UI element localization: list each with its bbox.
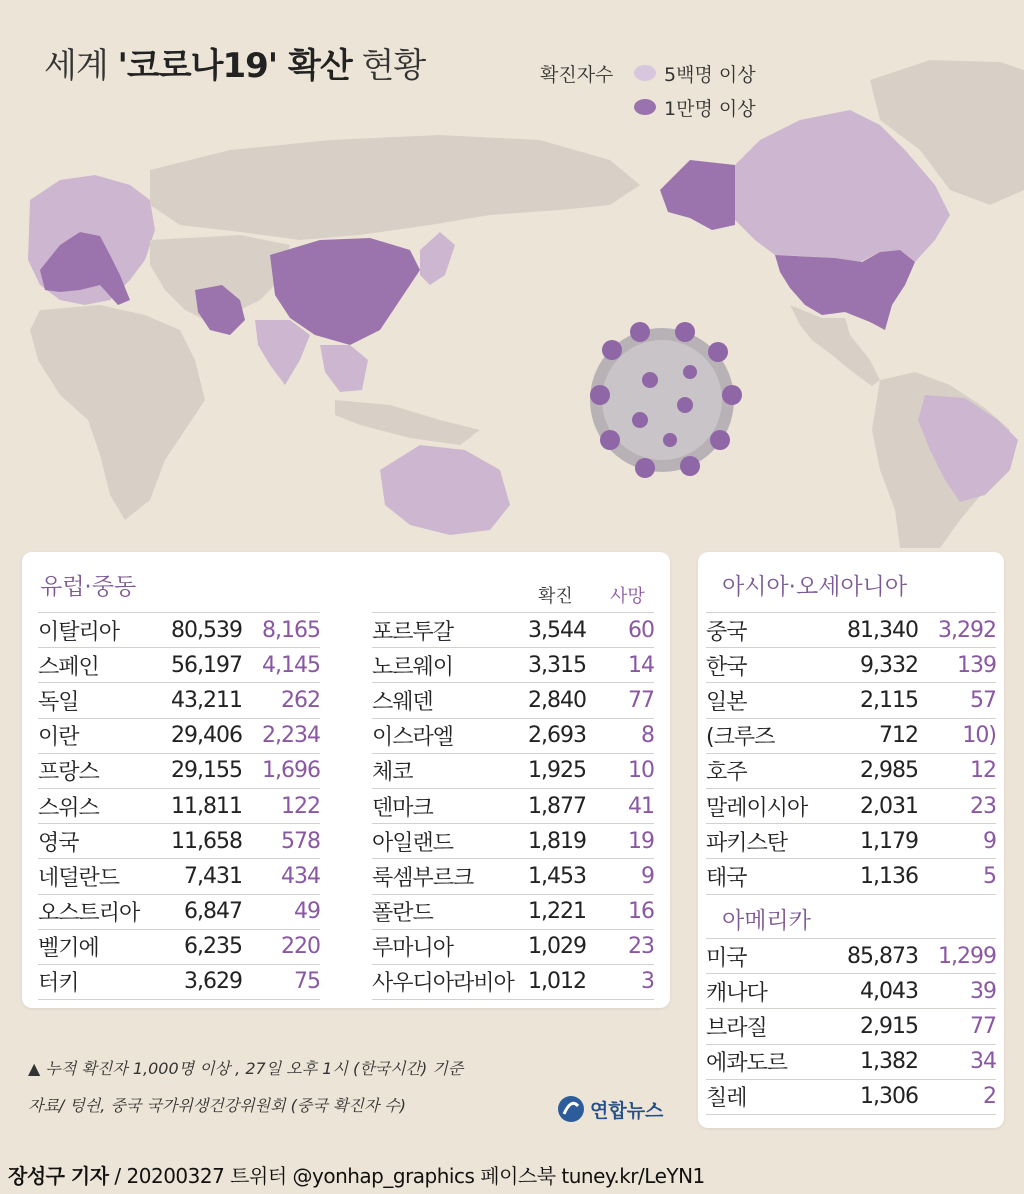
confirmed-count: 1,877 [520, 788, 586, 823]
country-name: 오스트리아 [38, 894, 160, 929]
table-row [372, 753, 654, 788]
yonhap-logo [556, 1094, 663, 1124]
title-part1: 세계 [44, 46, 108, 86]
country-name: 노르웨이 [372, 648, 520, 683]
country-name: 폴란드 [372, 894, 520, 929]
confirmed-count: 1,221 [520, 894, 586, 929]
asia-title: 아시아·오세아니아 [722, 574, 908, 600]
table-row [372, 859, 654, 894]
death-count: 1,696 [242, 753, 320, 788]
country-name: 네덜란드 [38, 859, 160, 894]
country-name: 에콰도르 [706, 1044, 834, 1079]
country-name: 루마니아 [372, 929, 520, 964]
confirmed-count: 2,693 [520, 718, 586, 753]
confirmed-count: 3,544 [520, 613, 586, 648]
country-name: 독일 [38, 683, 160, 718]
table-row [706, 939, 996, 974]
table-row [706, 753, 996, 788]
confirmed-count: 1,012 [520, 964, 586, 999]
title-part2: '코로나19' 확산 [117, 46, 352, 86]
death-count: 1,299 [918, 939, 996, 974]
confirmed-count: 1,029 [520, 929, 586, 964]
country-name: 캐나다 [706, 974, 834, 1009]
europe-table-left [38, 612, 320, 1000]
country-name: 이란 [38, 718, 160, 753]
table-row [706, 683, 996, 718]
footnote-source: 자료/ 텅쉰, 중국 국가위생건강위원회 (중국 확진자 수) [28, 1096, 407, 1115]
table-row [38, 683, 320, 718]
table-row [372, 683, 654, 718]
country-name: 한국 [706, 648, 834, 683]
confirmed-count: 712 [834, 718, 918, 753]
map-indonesia [335, 400, 480, 445]
table-row [706, 1079, 996, 1114]
death-count: 5 [918, 859, 996, 894]
death-count: 4,145 [242, 648, 320, 683]
confirmed-count: 1,382 [834, 1044, 918, 1079]
country-name: 파키스탄 [706, 824, 834, 859]
death-count: 8,165 [242, 613, 320, 648]
table-row [706, 1009, 996, 1044]
table-row [706, 788, 996, 823]
confirmed-count: 2,031 [834, 788, 918, 823]
country-name: 아일랜드 [372, 824, 520, 859]
death-count: 41 [586, 788, 654, 823]
table-row [372, 718, 654, 753]
death-count: 16 [586, 894, 654, 929]
death-count: 262 [242, 683, 320, 718]
confirmed-count: 85,873 [834, 939, 918, 974]
confirmed-count: 1,136 [834, 859, 918, 894]
country-name: 스위스 [38, 788, 160, 823]
header-confirmed: 확진 [538, 586, 573, 607]
confirmed-count: 3,315 [520, 648, 586, 683]
confirmed-count: 1,925 [520, 753, 586, 788]
table-row [706, 648, 996, 683]
death-count: 19 [586, 824, 654, 859]
page-title [44, 38, 425, 87]
confirmed-count: 7,431 [160, 859, 242, 894]
confirmed-count: 1,819 [520, 824, 586, 859]
confirmed-count: 43,211 [160, 683, 242, 718]
confirmed-count: 2,915 [834, 1009, 918, 1044]
table-row [38, 788, 320, 823]
confirmed-count: 4,043 [834, 974, 918, 1009]
death-count: 8 [586, 718, 654, 753]
map-india [255, 320, 310, 385]
header-deaths: 사망 [610, 586, 645, 607]
death-count: 49 [242, 894, 320, 929]
confirmed-count: 2,985 [834, 753, 918, 788]
title-part3: 현황 [361, 46, 426, 86]
death-count: 14 [586, 648, 654, 683]
country-name: 사우디아라비아 [372, 964, 520, 999]
death-count: 2,234 [242, 718, 320, 753]
country-name: 체코 [372, 753, 520, 788]
legend-item-1: 5백명 이상 [664, 63, 756, 86]
death-count: 10 [586, 753, 654, 788]
america-table [706, 938, 996, 1115]
death-count: 139 [918, 648, 996, 683]
country-name: (크루즈 [706, 718, 834, 753]
table-row [372, 894, 654, 929]
table-row [706, 718, 996, 753]
table-row [38, 718, 320, 753]
table-row [372, 613, 654, 648]
death-count: 34 [918, 1044, 996, 1079]
country-name: 룩셈부르크 [372, 859, 520, 894]
table-row [372, 788, 654, 823]
footnote-basis: ▲ 누적 확진자 1,000명 이상 , 27일 오후 1시 (한국시간) 기준 [28, 1059, 464, 1078]
country-name: 브라질 [706, 1009, 834, 1044]
table-row [38, 894, 320, 929]
legend-label: 확진자수 [540, 63, 614, 86]
country-name: 이스라엘 [372, 718, 520, 753]
credit-rest: / 20200327 트위터 @yonhap_graphics 페이스북 tuney.kr/LeYN1 [108, 1164, 705, 1188]
country-name: 스웨덴 [372, 683, 520, 718]
legend-row-1 [540, 56, 756, 90]
country-name: 프랑스 [38, 753, 160, 788]
map-alaska [660, 160, 735, 230]
country-name: 일본 [706, 683, 834, 718]
confirmed-count: 56,197 [160, 648, 242, 683]
map-se-asia [320, 345, 368, 392]
table-row [372, 824, 654, 859]
death-count: 23 [586, 929, 654, 964]
death-count: 23 [918, 788, 996, 823]
country-name: 영국 [38, 824, 160, 859]
country-name: 태국 [706, 859, 834, 894]
yonhap-logo-icon [556, 1094, 586, 1124]
death-count: 434 [242, 859, 320, 894]
death-count: 77 [918, 1009, 996, 1044]
death-count: 77 [586, 683, 654, 718]
table-row [706, 824, 996, 859]
confirmed-count: 81,340 [834, 613, 918, 648]
death-count: 57 [918, 683, 996, 718]
death-count: 9 [586, 859, 654, 894]
death-count: 12 [918, 753, 996, 788]
table-row [38, 964, 320, 999]
virus-illustration [590, 322, 742, 478]
table-row [706, 974, 996, 1009]
map-legend [540, 56, 756, 124]
legend-swatch-dark [634, 99, 656, 115]
table-row [372, 929, 654, 964]
confirmed-count: 80,539 [160, 613, 242, 648]
country-name: 벨기에 [38, 929, 160, 964]
country-name: 포르투갈 [372, 613, 520, 648]
death-count: 578 [242, 824, 320, 859]
country-name: 말레이시아 [706, 788, 834, 823]
death-count: 3,292 [918, 613, 996, 648]
death-count: 9 [918, 824, 996, 859]
credit-line [8, 1160, 705, 1189]
confirmed-count: 6,235 [160, 929, 242, 964]
reporter-name: 장성구 기자 [8, 1164, 109, 1188]
confirmed-count: 11,811 [160, 788, 242, 823]
country-name: 덴마크 [372, 788, 520, 823]
map-australia [380, 445, 510, 535]
america-title: 아메리카 [722, 908, 811, 934]
legend-row-2 [540, 90, 756, 124]
table-row [38, 929, 320, 964]
confirmed-count: 29,155 [160, 753, 242, 788]
country-name: 호주 [706, 753, 834, 788]
country-name: 칠레 [706, 1079, 834, 1114]
table-row [706, 613, 996, 648]
map-russia [150, 135, 640, 240]
confirmed-count: 1,179 [834, 824, 918, 859]
europe-title: 유럽·중동 [40, 574, 137, 600]
confirmed-count: 1,453 [520, 859, 586, 894]
death-count: 122 [242, 788, 320, 823]
death-count: 39 [918, 974, 996, 1009]
death-count: 10) [918, 718, 996, 753]
table-row [372, 648, 654, 683]
table-row [706, 1044, 996, 1079]
death-count: 220 [242, 929, 320, 964]
death-count: 75 [242, 964, 320, 999]
death-count: 60 [586, 613, 654, 648]
asia-table [706, 612, 996, 895]
confirmed-count: 9,332 [834, 648, 918, 683]
country-name: 스페인 [38, 648, 160, 683]
map-japan [420, 232, 455, 285]
europe-table-right [372, 612, 654, 1000]
table-row [706, 859, 996, 894]
table-row [38, 859, 320, 894]
table-row [38, 613, 320, 648]
table-row [38, 824, 320, 859]
confirmed-count: 2,115 [834, 683, 918, 718]
confirmed-count: 11,658 [160, 824, 242, 859]
table-row [38, 648, 320, 683]
legend-item-2: 1만명 이상 [664, 97, 756, 120]
map-africa [30, 305, 205, 520]
legend-swatch-light [634, 65, 656, 81]
confirmed-count: 29,406 [160, 718, 242, 753]
death-count: 2 [918, 1079, 996, 1114]
country-name: 미국 [706, 939, 834, 974]
country-name: 터키 [38, 964, 160, 999]
table-row [372, 964, 654, 999]
confirmed-count: 1,306 [834, 1079, 918, 1114]
confirmed-count: 6,847 [160, 894, 242, 929]
country-name: 이탈리아 [38, 613, 160, 648]
yonhap-logo-text: 연합뉴스 [590, 1099, 664, 1122]
confirmed-count: 2,840 [520, 683, 586, 718]
confirmed-count: 3,629 [160, 964, 242, 999]
table-row [38, 753, 320, 788]
country-name: 중국 [706, 613, 834, 648]
death-count: 3 [586, 964, 654, 999]
